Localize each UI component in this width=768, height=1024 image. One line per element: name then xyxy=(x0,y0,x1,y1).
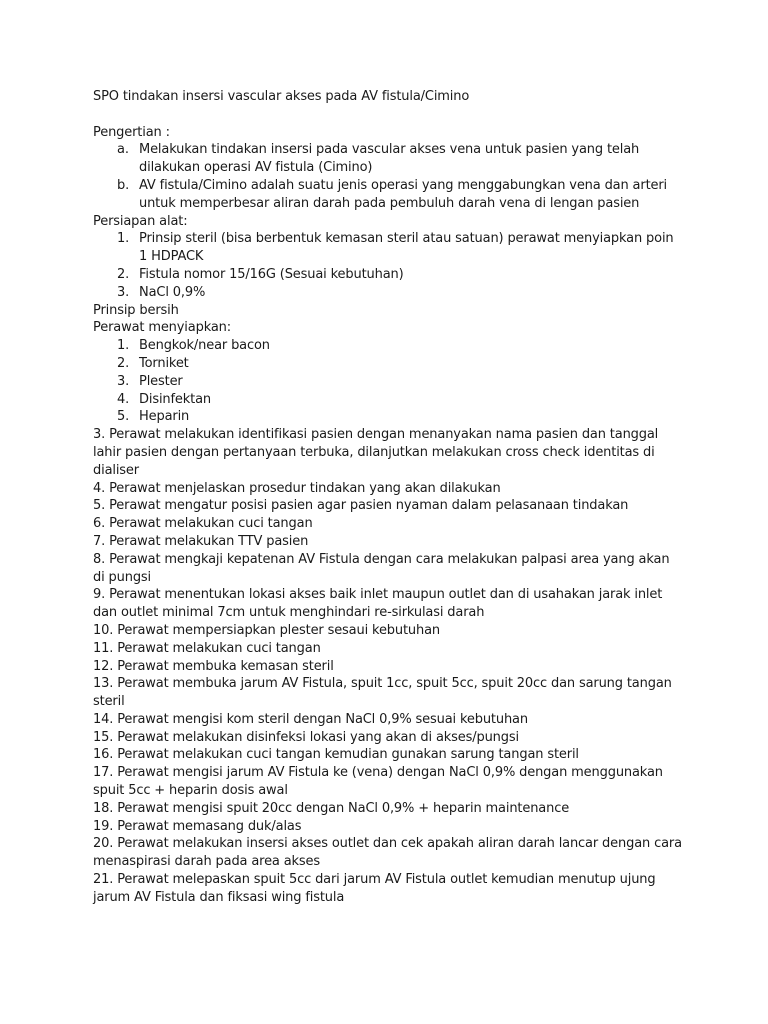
list-item-text: Heparin xyxy=(139,409,190,425)
list-marker: 3. xyxy=(117,373,130,389)
step-17: 17. Perawat mengisi jarum AV Fistula ke (vena) dengan NaCl 0,9% dengan menggunakan spuit 5cc + heparin dosis awal xyxy=(93,765,663,799)
prinsip-bersih-heading: Prinsip bersih xyxy=(93,302,179,318)
step-4: 4. Perawat menjelaskan prosedur tindakan yang akan dilakukan xyxy=(93,480,501,496)
blank-line xyxy=(93,106,683,124)
list-marker: 1. xyxy=(117,338,130,354)
list-item-text: Melakukan tindakan insersi pada vascular akses vena untuk pasien yang telah dilakukan operasi AV fistula (Cimino) xyxy=(139,142,640,176)
list-marker: 5. xyxy=(117,409,130,425)
list-item-text: Plester xyxy=(139,373,183,389)
step-6: 6. Perawat melakukan cuci tangan xyxy=(93,516,313,532)
perawat-menyiapkan-heading: Perawat menyiapkan: xyxy=(93,320,231,336)
step-10: 10. Perawat mempersiapkan plester sesaui kebutuhan xyxy=(93,622,441,638)
step-20: 20. Perawat melakukan insersi akses outlet dan cek apakah aliran darah lancar dengan cara menaspirasi darah pada area akses xyxy=(93,836,682,870)
step-11: 11. Perawat melakukan cuci tangan xyxy=(93,640,321,656)
list-item-text: Bengkok/near bacon xyxy=(139,338,270,354)
step-19: 19. Perawat memasang duk/alas xyxy=(93,818,302,834)
list-marker: 2. xyxy=(117,355,130,371)
list-item xyxy=(93,355,683,373)
pengertian-list xyxy=(93,141,683,212)
perawat-menyiapkan-list xyxy=(93,337,683,426)
step-16: 16. Perawat melakukan cuci tangan kemudian gunakan sarung tangan steril xyxy=(93,747,579,763)
list-marker: 2. xyxy=(117,266,130,282)
list-marker: b. xyxy=(117,177,130,193)
list-marker: 3. xyxy=(117,284,130,300)
list-marker: a. xyxy=(117,142,129,158)
list-marker: 1. xyxy=(117,231,130,247)
list-item-text: Torniket xyxy=(139,355,189,371)
list-item xyxy=(93,177,683,213)
persiapan-heading: Persiapan alat: xyxy=(93,213,188,229)
step-15: 15. Perawat melakukan disinfeksi lokasi yang akan di akses/pungsi xyxy=(93,729,519,745)
document-body xyxy=(93,88,683,907)
list-item xyxy=(93,337,683,355)
step-14: 14. Perawat mengisi kom steril dengan NaCl 0,9% sesuai kebutuhan xyxy=(93,711,528,727)
step-18: 18. Perawat mengisi spuit 20cc dengan NaCl 0,9% + heparin maintenance xyxy=(93,800,570,816)
document-title: SPO tindakan insersi vascular akses pada AV fistula/Cimino xyxy=(93,89,470,104)
step-8: 8. Perawat mengkaji kepatenan AV Fistula dengan cara melakukan palpasi area yang akan di pungsi xyxy=(93,551,670,585)
list-item xyxy=(93,391,683,409)
procedure-steps xyxy=(93,426,683,907)
pengertian-heading: Pengertian : xyxy=(93,124,170,140)
persiapan-list xyxy=(93,230,683,301)
step-3: 3. Perawat melakukan identifikasi pasien dengan menanyakan nama pasien dan tanggal lahir pasien dengan pertanyaan terbuka, dilanjutkan melakukan cross check identitas di dialiser xyxy=(93,427,659,478)
list-item-text: Fistula nomor 15/16G (Sesuai kebutuhan) xyxy=(139,266,404,282)
step-13: 13. Perawat membuka jarum AV Fistula, spuit 1cc, spuit 5cc, spuit 20cc dan sarung tangan steril xyxy=(93,676,672,710)
list-item xyxy=(93,373,683,391)
list-item xyxy=(93,230,683,266)
list-item-text: Prinsip steril (bisa berbentuk kemasan steril atau satuan) perawat menyiapkan poin 1 HDPACK xyxy=(139,231,674,265)
step-7: 7. Perawat melakukan TTV pasien xyxy=(93,533,309,549)
step-12: 12. Perawat membuka kemasan steril xyxy=(93,658,334,674)
list-item-text: NaCl 0,9% xyxy=(139,284,206,300)
step-5: 5. Perawat mengatur posisi pasien agar pasien nyaman dalam pelasanaan tindakan xyxy=(93,498,629,514)
step-9: 9. Perawat menentukan lokasi akses baik inlet maupun outlet dan di usahakan jarak inlet dan outlet minimal 7cm untuk menghindari re-sirkulasi darah xyxy=(93,587,663,621)
step-21: 21. Perawat melepaskan spuit 5cc dari jarum AV Fistula outlet kemudian menutup ujung jarum AV Fistula dan fiksasi wing fistula xyxy=(93,872,656,905)
list-marker: 4. xyxy=(117,391,130,407)
list-item xyxy=(93,266,683,284)
list-item xyxy=(93,141,683,177)
list-item xyxy=(93,408,683,426)
list-item-text: Disinfektan xyxy=(139,391,212,407)
list-item-text: AV fistula/Cimino adalah suatu jenis operasi yang menggabungkan vena dan arteri untuk memperbesar aliran darah pada pembuluh darah vena di lengan pasien xyxy=(139,177,668,211)
list-item xyxy=(93,284,683,302)
